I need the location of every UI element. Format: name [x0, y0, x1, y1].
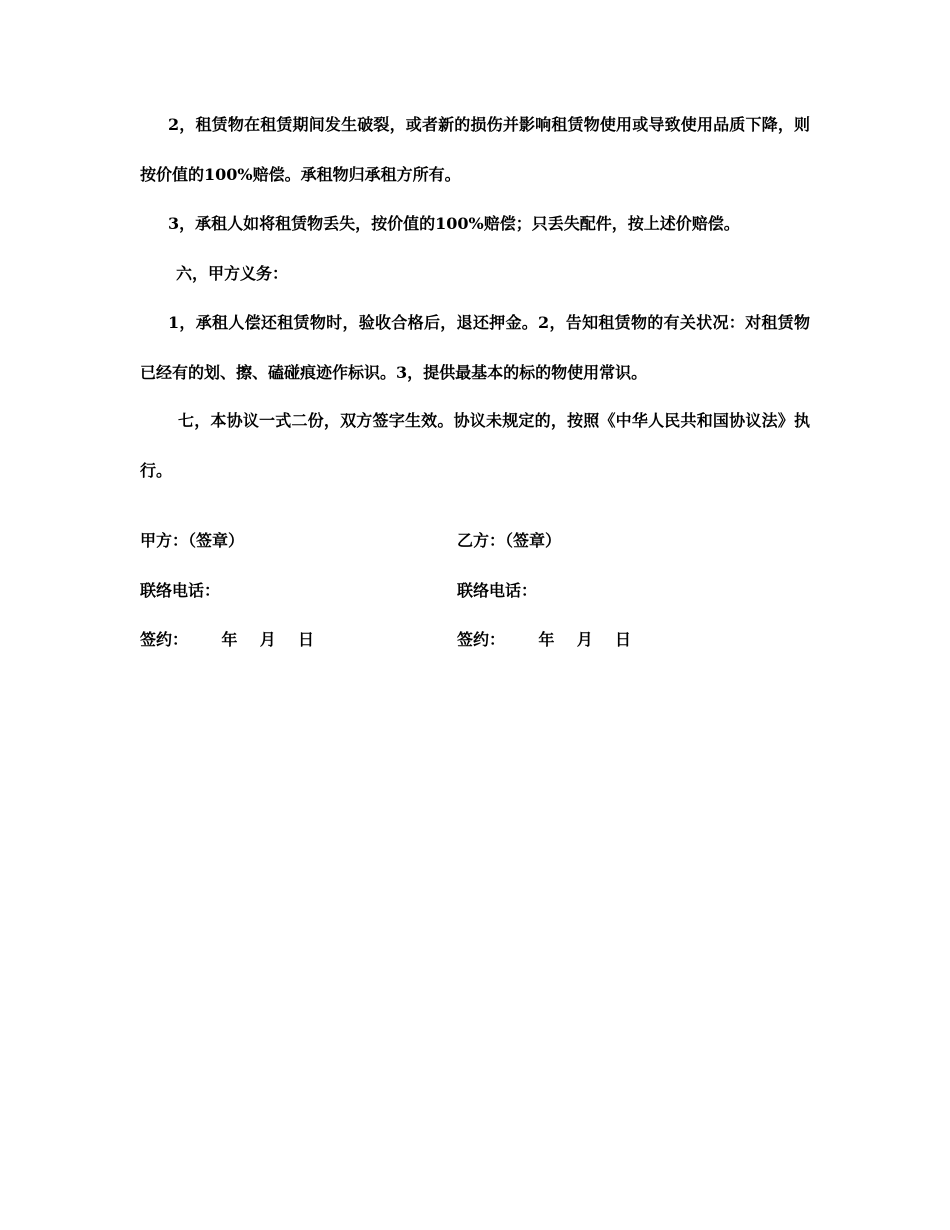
clause-loss-compensation: 3，承租人如将租赁物丢失，按价值的100%赔偿；只丢失配件，按上述价赔偿。	[168, 214, 740, 233]
party-a-signature-label: 甲方：（签章）	[140, 531, 245, 550]
party-b-phone-label: 联络电话：	[457, 581, 538, 600]
clause-agreement-validity: 七，本协议一式二份，双方签字生效。协议未规定的，按照《中华人民共和国协议法》执行。	[140, 411, 810, 480]
party-b-signature-label: 乙方：（签章）	[457, 531, 562, 550]
party-b-sign-date: 签约： 年 月 日	[457, 630, 631, 649]
clause-party-a-obligations: 1，承租人偿还租赁物时，验收合格后，退还押金。2，告知租赁物的有关状况：对租赁物已经有的划、擦、磕碰痕迹作标识。3，提供最基本的标的物使用常识。	[140, 313, 810, 382]
party-a-sign-date: 签约： 年 月 日	[140, 630, 314, 649]
clause-damage-compensation: 2，租赁物在租赁期间发生破裂，或者新的损伤并影响租赁物使用或导致使用品质下降，则按价值的100%赔偿。承租物归承租方所有。	[140, 115, 810, 184]
section-heading-party-a-obligations: 六，甲方义务：	[176, 264, 289, 283]
party-a-phone-label: 联络电话：	[140, 581, 221, 600]
